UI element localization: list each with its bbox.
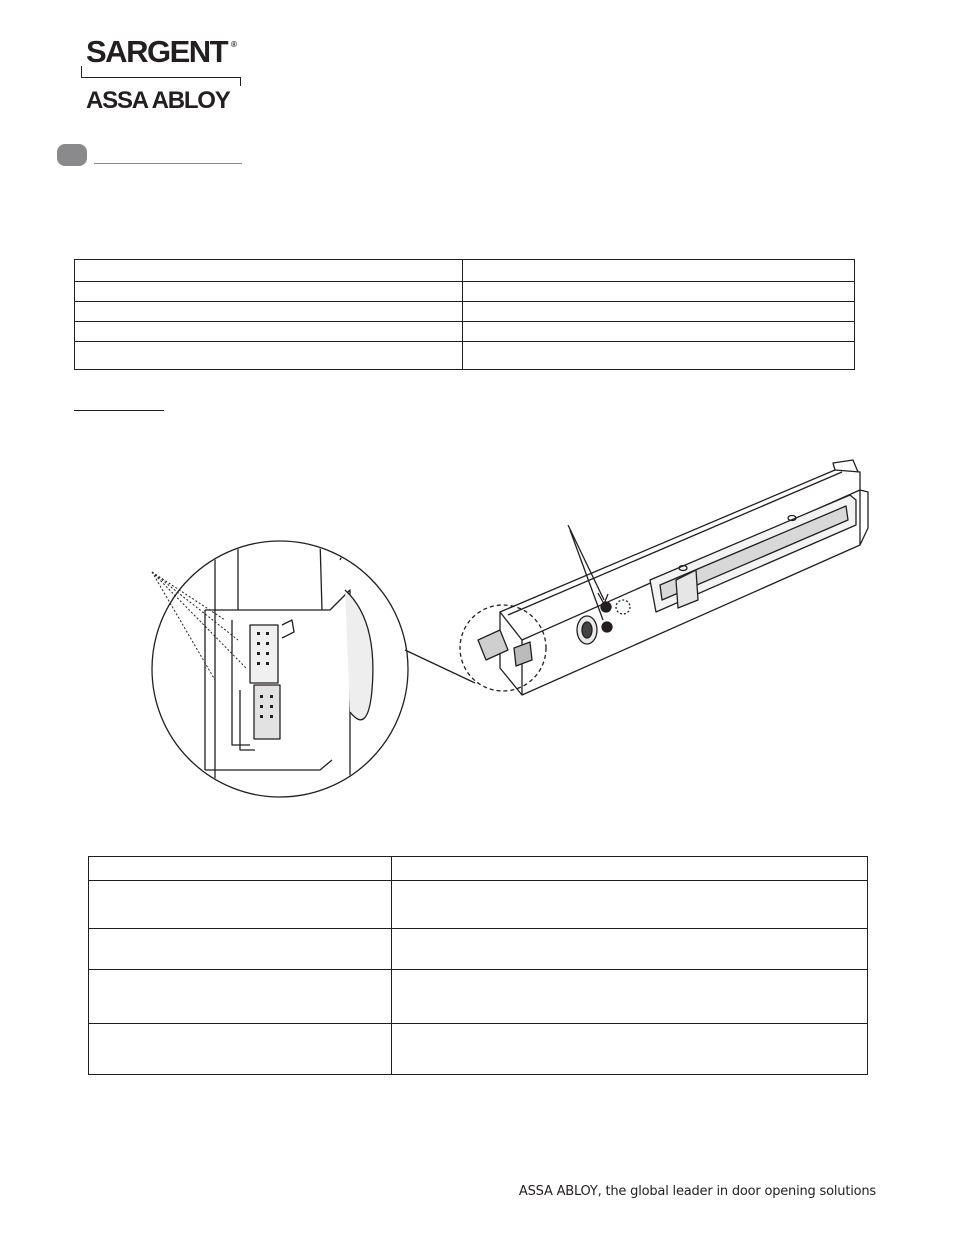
table-row [89, 929, 868, 970]
table-row [89, 1024, 868, 1075]
bottom-table [88, 856, 868, 1075]
sargent-logo: SARGENT [86, 34, 228, 69]
assa-abloy-logo: ASSA ABLOY [86, 87, 230, 114]
table-row [89, 857, 868, 881]
footer-tagline: ASSA ABLOY, the global leader in door opening solutions [518, 1184, 876, 1199]
table-cell [392, 1024, 868, 1075]
table-cell [392, 857, 868, 881]
table-cell [89, 1024, 392, 1075]
exit-device-drawing [405, 460, 868, 695]
registered-mark: ® [231, 40, 237, 49]
table-cell [89, 929, 392, 970]
table-cell [392, 970, 868, 1024]
table-cell [392, 929, 868, 970]
table-row [89, 881, 868, 929]
table-cell [89, 970, 392, 1024]
table-cell [89, 857, 392, 881]
connector-detail-callout [152, 540, 408, 800]
table-cell [89, 881, 392, 929]
table-row [89, 970, 868, 1024]
table-cell [392, 881, 868, 929]
